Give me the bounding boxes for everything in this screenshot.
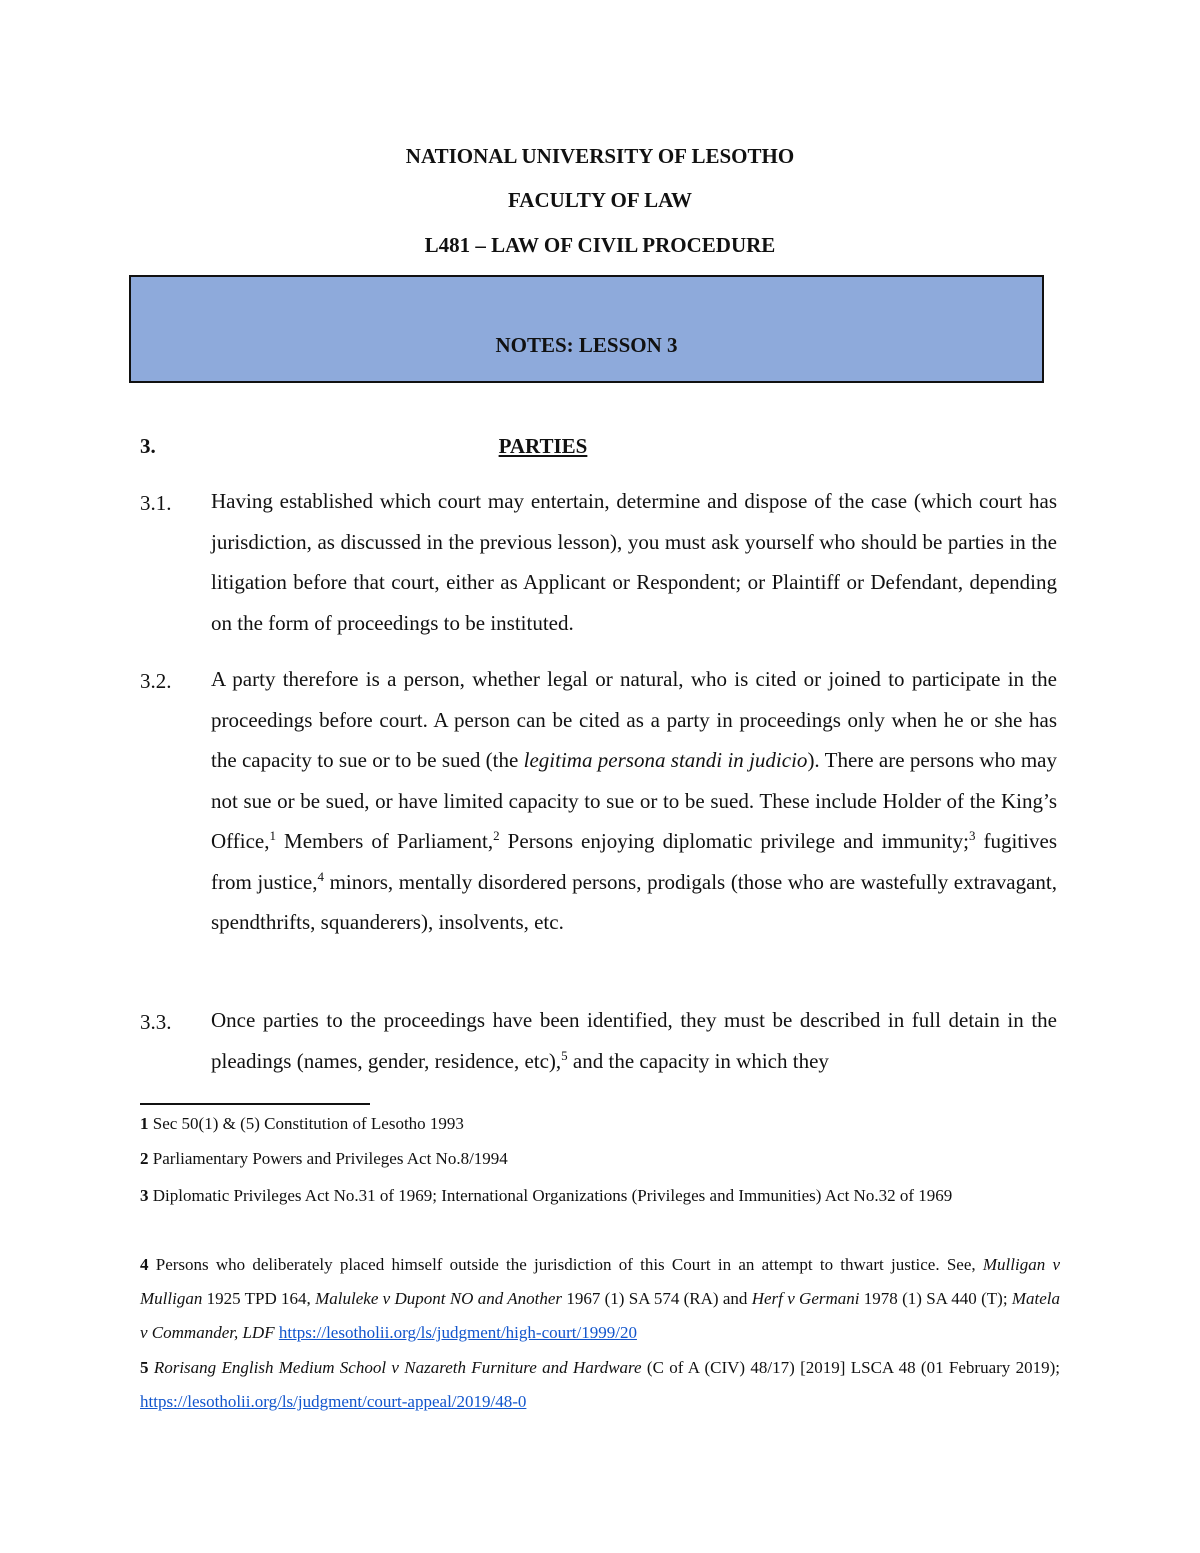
footnote-number: 4 bbox=[140, 1255, 149, 1274]
footnote-text: Diplomatic Privileges Act No.31 of 1969; International Organizations (Privileges and Immunities) Act No.32 of 1969 bbox=[148, 1186, 953, 1205]
case-name: Mulligan v Mulligan bbox=[140, 1255, 1060, 1308]
paragraph-text: Once parties to the proceedings have been identified, they must be described in full detain in the pleadings (names, gender, residence, etc), bbox=[211, 1008, 1057, 1073]
paragraph-text: Members of Parliament, bbox=[276, 829, 494, 853]
footnote-text: (C of A (CIV) 48/17) [2019] LSCA 48 (01 February 2019); bbox=[641, 1358, 1060, 1377]
footnote-separator bbox=[140, 1103, 370, 1105]
paragraph-3-1 bbox=[211, 481, 1057, 643]
paragraph-number: 3.3. bbox=[140, 1010, 172, 1034]
case-name: Herf v Germani bbox=[751, 1289, 860, 1308]
case-name: Matela v Commander, LDF bbox=[140, 1289, 1060, 1342]
footnote-5 bbox=[140, 1351, 1060, 1419]
footnote-ref-5[interactable]: 5 bbox=[561, 1047, 568, 1063]
paragraph-text: and the capacity in which they bbox=[567, 1048, 829, 1073]
footnote-number: 2 bbox=[140, 1149, 149, 1168]
footnote-text: Sec 50(1) & (5) Constitution of Lesotho 1993 bbox=[148, 1114, 464, 1133]
judgment-link-court-appeal[interactable]: https://lesotholii.org/ls/judgment/court-appeal/2019/48-0 bbox=[140, 1392, 527, 1411]
footnote-number: 1 bbox=[140, 1114, 149, 1133]
paragraph-text: fugitives from justice, bbox=[211, 829, 1057, 894]
case-name: Maluleke v Dupont NO and Another bbox=[315, 1289, 563, 1308]
notes-banner bbox=[129, 275, 1044, 383]
notes-title: NOTES: LESSON 3 bbox=[495, 333, 678, 357]
footnote-3 bbox=[140, 1179, 1060, 1213]
latin-term: legitima persona standi in judicio bbox=[523, 748, 808, 772]
university-name: NATIONAL UNIVERSITY OF LESOTHO bbox=[405, 144, 795, 168]
paragraph-text: A party therefore is a person, whether legal or natural, who is cited or joined to participate in the proceedings before court. A person can be cited as a party in proceedings only when he or she has the capacity to sue or to be sued (the bbox=[211, 667, 1057, 772]
footnote-ref-4[interactable]: 4 bbox=[317, 868, 324, 884]
footnote-2 bbox=[140, 1142, 1060, 1176]
footnote-text: 1967 (1) SA 574 (RA) and bbox=[562, 1289, 752, 1308]
footnote-number: 5 bbox=[140, 1358, 149, 1377]
case-name: Rorisang English Medium School v Nazareth Furniture and Hardware bbox=[153, 1358, 642, 1377]
footnote-ref-3[interactable]: 3 bbox=[968, 828, 976, 843]
paragraph-text: Persons enjoying diplomatic privilege and immunity; bbox=[499, 829, 969, 853]
paragraph-3-3 bbox=[211, 1000, 1057, 1081]
footnote-text: 1978 (1) SA 440 (T); bbox=[859, 1289, 1012, 1308]
judgment-link-high-court[interactable]: https://lesotholii.org/ls/judgment/high-court/1999/20 bbox=[278, 1323, 637, 1342]
footnote-number: 3 bbox=[140, 1186, 149, 1205]
footnote-ref-1[interactable]: 1 bbox=[269, 828, 276, 843]
footnote-1 bbox=[140, 1107, 1060, 1141]
faculty-name: FACULTY OF LAW bbox=[508, 188, 692, 212]
paragraph-3-2 bbox=[211, 659, 1057, 943]
course-title: L481 – LAW OF CIVIL PROCEDURE bbox=[424, 233, 776, 257]
footnote-text: 1925 TPD 164, bbox=[202, 1289, 316, 1308]
section-number: 3. bbox=[140, 434, 156, 458]
footnote-text: Persons who deliberately placed himself outside the jurisdiction of this Court in an attempt to thwart justice. See, bbox=[148, 1255, 983, 1274]
section-title: PARTIES bbox=[498, 434, 588, 458]
footnote-4 bbox=[140, 1248, 1060, 1350]
paragraph-number: 3.1. bbox=[140, 491, 172, 515]
footnote-text: Parliamentary Powers and Privileges Act No.8/1994 bbox=[148, 1149, 508, 1168]
paragraph-text: minors, mentally disordered persons, prodigals (those who are wastefully extravagant, spendthrifts, squanderers), insolvents, etc. bbox=[211, 869, 1057, 934]
paragraph-number: 3.2. bbox=[140, 669, 172, 693]
footnote-ref-2[interactable]: 2 bbox=[493, 828, 500, 843]
paragraph-text: Having established which court may entertain, determine and dispose of the case (which court has jurisdiction, as discussed in the previous lesson), you must ask yourself who should be parties in the litigation before that court, either as Applicant or Respondent; or Plaintiff or Defendant, depending on the form of proceedings to be instituted. bbox=[211, 489, 1057, 635]
paragraph-text: ). There are persons who may not sue or be sued, or have limited capacity to sue or to be sued. These include Holder of the King’s Office, bbox=[211, 748, 1057, 853]
